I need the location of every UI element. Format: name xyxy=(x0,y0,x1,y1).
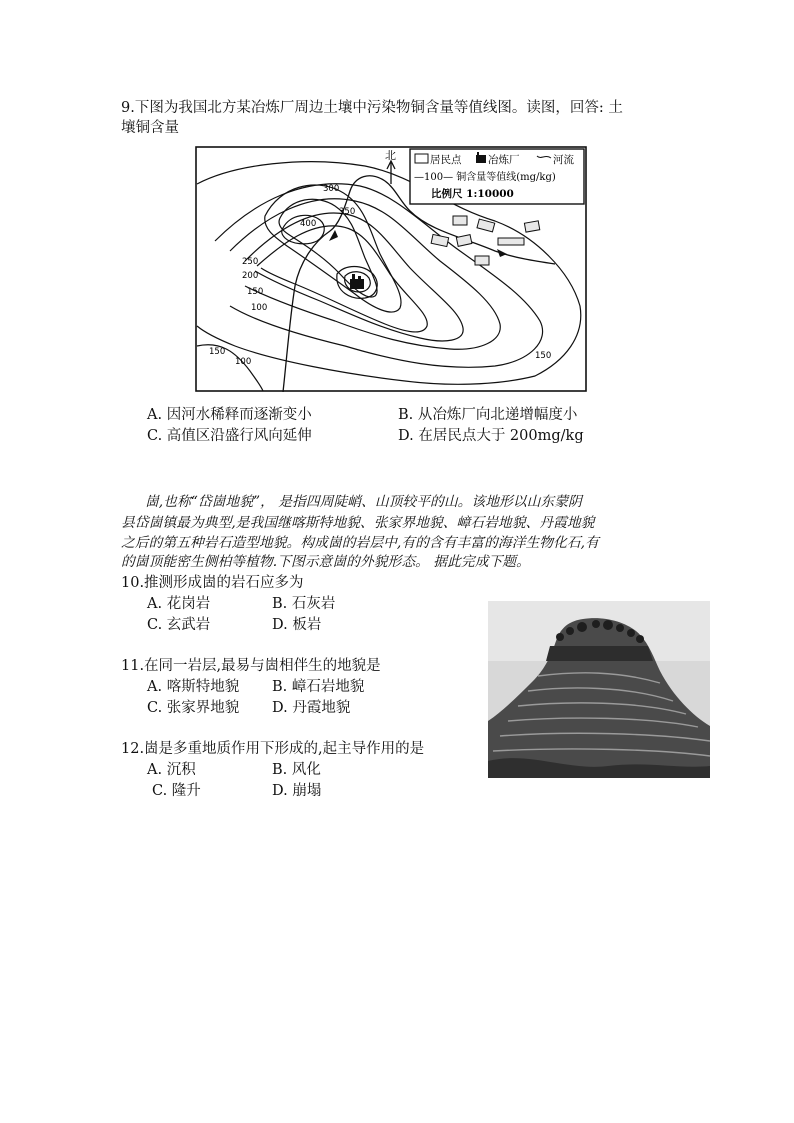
q9-option-b[interactable]: B. 从冶炼厂向北递增幅度小 xyxy=(398,407,578,423)
north-label: 北 xyxy=(385,149,396,162)
contour-label: 350 xyxy=(339,207,356,217)
q10-option-a[interactable]: A. 花岗岩 xyxy=(147,596,211,612)
legend-smelter: 冶炼厂 xyxy=(488,154,520,166)
legend-residential-icon xyxy=(415,154,428,163)
q12-stem: 12.崮是多重地质作用下形成的,起主导作用的是 xyxy=(121,741,425,757)
q12-option-c[interactable]: C. 隆升 xyxy=(152,783,201,799)
q12-option-d[interactable]: D. 崩塌 xyxy=(272,783,322,799)
q9-option-a[interactable]: A. 因河水稀释而逐渐变小 xyxy=(147,407,312,423)
contour-label: 100 xyxy=(235,357,252,367)
q9-option-d[interactable]: D. 在居民点大于 200mg/kg xyxy=(398,428,584,444)
contour-label: 300 xyxy=(323,184,340,194)
legend-scale: 比例尺 1:10000 xyxy=(431,188,514,200)
passage-line2: 县岱崮镇最为典型,是我国继喀斯特地貌、张家界地貌、嶂石岩地貌、丹霞地貌 xyxy=(121,515,595,531)
contour-label: 250 xyxy=(242,257,259,267)
copper-contour-map xyxy=(195,146,587,392)
q11-option-b[interactable]: B. 嶂石岩地貌 xyxy=(272,679,365,695)
q11-option-c[interactable]: C. 张家界地貌 xyxy=(147,700,240,716)
mountain-cap-rock xyxy=(546,646,653,661)
q11-option-d[interactable]: D. 丹霞地貌 xyxy=(272,700,351,716)
contour-label: 200 xyxy=(242,271,259,281)
q11-stem: 11.在同一岩层,最易与崮相伴生的地貌是 xyxy=(121,658,381,674)
residential-point xyxy=(475,256,489,265)
passage-line1: 崮,也称“岱崮地貌”， 是指四周陡峭、山顶较平的山。该地形以山东蒙阴 xyxy=(145,494,582,510)
residential-point xyxy=(498,238,524,245)
legend-residential: 居民点 xyxy=(430,154,462,166)
q12-option-b[interactable]: B. 风化 xyxy=(272,762,321,778)
passage-line4: 的崮顶能密生侧柏等植物.下图示意崮的外貌形态。 据此完成下题。 xyxy=(121,554,530,570)
q10-option-d[interactable]: D. 板岩 xyxy=(272,617,322,633)
q10-option-c[interactable]: C. 玄武岩 xyxy=(147,617,211,633)
q9-option-c[interactable]: C. 高值区沿盛行风向延伸 xyxy=(147,428,312,444)
gu-landform-photo xyxy=(488,601,710,778)
residential-point xyxy=(453,216,467,225)
contour-label: 150 xyxy=(247,287,264,297)
q9-stem-line2: 壤铜含量 xyxy=(121,120,179,136)
contour-label: 150 xyxy=(535,351,552,361)
contour-label: 150 xyxy=(209,347,226,357)
q12-option-a[interactable]: A. 沉积 xyxy=(147,762,196,778)
q10-stem: 10.推测形成崮的岩石应多为 xyxy=(121,575,304,591)
contour-label: 400 xyxy=(300,219,317,229)
passage-line3: 之后的第五种岩石造型地貌。构成崮的岩层中,有的含有丰富的海洋生物化石,有 xyxy=(121,535,599,551)
q9-stem-line1: 9.下图为我国北方某冶炼厂周边土壤中污染物铜含量等值线图。读图，回答: 土 xyxy=(121,100,623,116)
legend-isoline: —100— 铜含量等值线(mg/kg) xyxy=(414,172,556,183)
q11-option-a[interactable]: A. 喀斯特地貌 xyxy=(147,679,240,695)
legend-river: 河流 xyxy=(553,154,574,166)
residential-point xyxy=(524,221,539,232)
contour-label: 100 xyxy=(251,303,268,313)
q10-option-b[interactable]: B. 石灰岩 xyxy=(272,596,336,612)
